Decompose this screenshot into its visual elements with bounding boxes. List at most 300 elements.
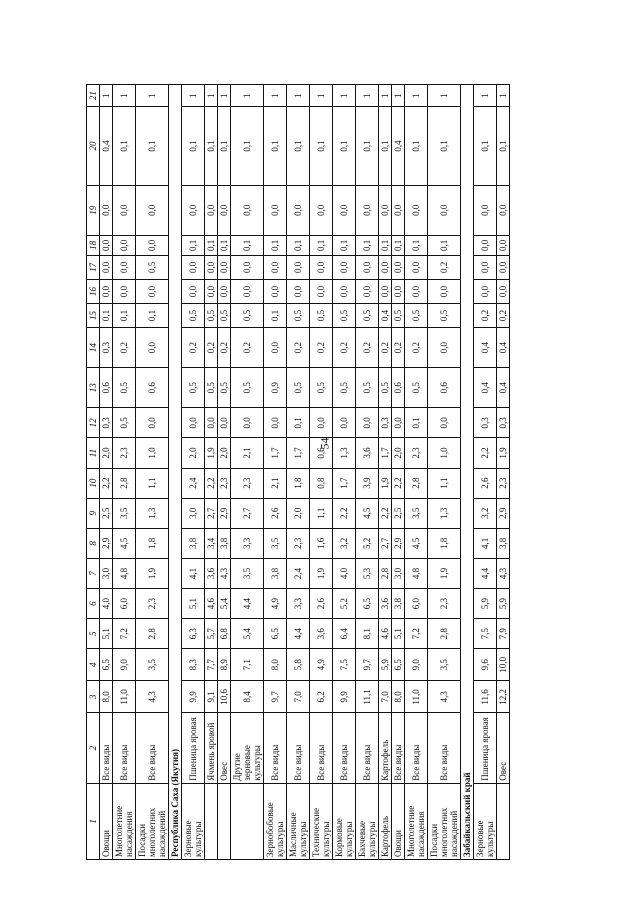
value-cell: 1,9 (310, 558, 333, 588)
value-cell: 1 (205, 85, 218, 107)
value-cell: 3,8 (218, 528, 231, 558)
crop-group-cell (231, 783, 264, 859)
crop-group-cell: Многолетние насаждения (405, 783, 428, 859)
value-cell: 0,1 (310, 235, 333, 255)
value-cell: 0,2 (428, 255, 461, 279)
value-cell: 5,8 (287, 649, 310, 681)
value-cell: 9,0 (405, 649, 428, 681)
value-cell: 2,3 (287, 528, 310, 558)
value-cell: 1,7 (264, 438, 287, 468)
value-cell: 0,0 (136, 408, 169, 438)
value-cell: 0,0 (182, 279, 205, 303)
value-cell: 0,5 (182, 304, 205, 328)
value-cell: 10,0 (497, 649, 510, 681)
value-cell: 0,0 (497, 255, 510, 279)
value-cell: 1,1 (428, 468, 461, 498)
value-cell: 1,9 (497, 438, 510, 468)
value-cell: 2,0 (182, 438, 205, 468)
value-cell: 0,1 (287, 107, 310, 185)
value-cell: 0,4 (392, 107, 405, 185)
value-cell: 1 (113, 85, 136, 107)
value-cell: 2,9 (497, 498, 510, 528)
value-cell: 0,0 (310, 279, 333, 303)
value-cell: 0,2 (205, 328, 218, 368)
crop-type-cell: Все виды (310, 713, 333, 783)
value-cell: 4,4 (474, 558, 497, 588)
column-header-17: 17 (87, 255, 100, 279)
table-row (205, 85, 218, 860)
value-cell: 0,5 (379, 368, 392, 408)
value-cell: 7,5 (333, 649, 356, 681)
value-cell: 4,5 (356, 498, 379, 528)
value-cell: 4,1 (474, 528, 497, 558)
value-cell: 2,3 (405, 438, 428, 468)
value-cell: 2,8 (405, 468, 428, 498)
value-cell: 0,5 (310, 304, 333, 328)
value-cell: 5,7 (205, 619, 218, 649)
value-cell: 0,5 (333, 304, 356, 328)
value-cell: 0,0 (287, 255, 310, 279)
crop-type-cell: Другие зерновые культуры (231, 713, 264, 783)
crop-group-cell: Кормовые культуры (333, 783, 356, 859)
column-header-3: 3 (87, 681, 100, 713)
region-row (461, 85, 474, 860)
value-cell: 0,1 (356, 235, 379, 255)
value-cell: 5,9 (497, 589, 510, 619)
crop-group-cell (497, 783, 510, 859)
value-cell: 0,9 (264, 368, 287, 408)
value-cell: 1,1 (136, 468, 169, 498)
value-cell: 1 (182, 85, 205, 107)
value-cell: 0,2 (218, 328, 231, 368)
value-cell: 2,2 (392, 468, 405, 498)
column-header-13: 13 (87, 368, 100, 408)
table-row (405, 85, 428, 860)
crop-group-cell: Зерновые культуры (474, 783, 497, 859)
value-cell: 0,4 (497, 368, 510, 408)
value-cell: 2,3 (136, 589, 169, 619)
value-cell: 4,0 (100, 589, 113, 619)
table-row (428, 85, 461, 860)
value-cell: 1,0 (428, 438, 461, 468)
column-header-7: 7 (87, 558, 100, 588)
value-cell: 0,1 (310, 107, 333, 185)
value-cell: 3,4 (205, 528, 218, 558)
value-cell: 0,0 (310, 255, 333, 279)
value-cell: 0,0 (264, 408, 287, 438)
region-title: Республика Саха (Якутия) (169, 85, 182, 860)
crop-type-cell: Все виды (287, 713, 310, 783)
value-cell: 4,6 (205, 589, 218, 619)
value-cell: 0,0 (392, 185, 405, 235)
value-cell: 3,0 (100, 558, 113, 588)
value-cell: 1 (392, 85, 405, 107)
value-cell: 0,5 (218, 304, 231, 328)
value-cell: 0,6 (310, 438, 333, 468)
value-cell: 0,0 (231, 255, 264, 279)
column-header-10: 10 (87, 468, 100, 498)
value-cell: 0,1 (428, 235, 461, 255)
column-header-12: 12 (87, 408, 100, 438)
value-cell: 0,1 (205, 235, 218, 255)
value-cell: 0,5 (205, 368, 218, 408)
value-cell: 0,0 (310, 185, 333, 235)
value-cell: 0,0 (205, 408, 218, 438)
value-cell: 0,1 (356, 107, 379, 185)
value-cell: 3,5 (136, 649, 169, 681)
column-header-8: 8 (87, 528, 100, 558)
value-cell: 3,5 (428, 649, 461, 681)
value-cell: 0,0 (136, 185, 169, 235)
value-cell: 0,2 (474, 304, 497, 328)
value-cell: 0,0 (474, 185, 497, 235)
value-cell: 0,5 (113, 368, 136, 408)
value-cell: 2,6 (264, 498, 287, 528)
value-cell: 1 (218, 85, 231, 107)
crop-group-cell: Технические культуры (310, 783, 333, 859)
value-cell: 2,3 (497, 468, 510, 498)
value-cell: 0,0 (356, 408, 379, 438)
value-cell: 9,1 (205, 681, 218, 713)
value-cell: 2,6 (474, 468, 497, 498)
value-cell: 6,4 (333, 619, 356, 649)
value-cell: 0,0 (136, 328, 169, 368)
value-cell: 0,0 (497, 235, 510, 255)
value-cell: 1,7 (333, 468, 356, 498)
value-cell: 0,1 (379, 107, 392, 185)
column-header-1: 1 (87, 783, 100, 859)
value-cell: 0,5 (113, 408, 136, 438)
value-cell: 4,3 (497, 558, 510, 588)
value-cell: 3,8 (497, 528, 510, 558)
value-cell: 2,7 (379, 528, 392, 558)
table-row (379, 85, 392, 860)
value-cell: 0,4 (100, 107, 113, 185)
value-cell: 0,5 (405, 304, 428, 328)
value-cell: 0,0 (113, 185, 136, 235)
value-cell: 0,0 (205, 185, 218, 235)
value-cell: 0,0 (392, 279, 405, 303)
value-cell: 1 (428, 85, 461, 107)
table-row (231, 85, 264, 860)
value-cell: 0,0 (356, 185, 379, 235)
value-cell: 8,3 (182, 649, 205, 681)
value-cell: 0,5 (310, 368, 333, 408)
value-cell: 0,2 (497, 304, 510, 328)
value-cell: 0,6 (428, 368, 461, 408)
value-cell: 0,5 (231, 304, 264, 328)
value-cell: 0,0 (392, 255, 405, 279)
value-cell: 7,5 (474, 619, 497, 649)
crop-type-cell: Все виды (405, 713, 428, 783)
value-cell: 3,5 (405, 498, 428, 528)
value-cell: 0,0 (100, 235, 113, 255)
table-row (287, 85, 310, 860)
crop-type-cell: Все виды (264, 713, 287, 783)
value-cell: 0,5 (405, 368, 428, 408)
value-cell: 0,0 (497, 279, 510, 303)
value-cell: 5,4 (218, 589, 231, 619)
rotated-table-container (86, 84, 546, 860)
column-header-9: 9 (87, 498, 100, 528)
value-cell: 0,1 (333, 107, 356, 185)
value-cell: 2,8 (136, 619, 169, 649)
value-cell: 9,7 (356, 649, 379, 681)
value-cell: 4,9 (264, 589, 287, 619)
value-cell: 0,0 (356, 255, 379, 279)
value-cell: 0,5 (356, 368, 379, 408)
value-cell: 5,9 (474, 589, 497, 619)
value-cell: 0,1 (231, 235, 264, 255)
value-cell: 1,7 (379, 438, 392, 468)
value-cell: 1,9 (136, 558, 169, 588)
table-row (333, 85, 356, 860)
value-cell: 2,2 (333, 498, 356, 528)
value-cell: 1,3 (333, 438, 356, 468)
value-cell: 5,3 (356, 558, 379, 588)
value-cell: 0,0 (113, 235, 136, 255)
value-cell: 11,0 (405, 681, 428, 713)
value-cell: 1,6 (310, 528, 333, 558)
table-row (474, 85, 497, 860)
value-cell: 9,0 (113, 649, 136, 681)
value-cell: 0,5 (231, 368, 264, 408)
crop-type-cell: Овес (218, 713, 231, 783)
value-cell: 0,1 (113, 304, 136, 328)
value-cell: 7,2 (113, 619, 136, 649)
column-header-18: 18 (87, 235, 100, 255)
value-cell: 0,1 (264, 304, 287, 328)
table-row (100, 85, 113, 860)
column-header-20: 20 (87, 107, 100, 185)
value-cell: 2,0 (218, 438, 231, 468)
value-cell: 0,0 (182, 185, 205, 235)
value-cell: 2,8 (428, 619, 461, 649)
value-cell: 0,0 (474, 235, 497, 255)
table-row (356, 85, 379, 860)
value-cell: 0,0 (264, 255, 287, 279)
value-cell: 11,1 (356, 681, 379, 713)
crop-type-cell: Пшеница яровая (474, 713, 497, 783)
crop-group-cell: Бахчевые культуры (356, 783, 379, 859)
value-cell: 0,1 (136, 107, 169, 185)
crop-type-cell: Все виды (356, 713, 379, 783)
value-cell: 3,0 (182, 498, 205, 528)
column-header-6: 6 (87, 589, 100, 619)
value-cell: 0,1 (182, 107, 205, 185)
crop-group-cell: Многолетние насаждения (113, 783, 136, 859)
crop-type-cell: Овес (497, 713, 510, 783)
value-cell: 1,9 (379, 468, 392, 498)
value-cell: 0,0 (379, 185, 392, 235)
table-row (264, 85, 287, 860)
column-header-15: 15 (87, 304, 100, 328)
column-header-16: 16 (87, 279, 100, 303)
value-cell: 0,0 (405, 255, 428, 279)
crop-group-cell: Масличные культуры (287, 783, 310, 859)
value-cell: 0,1 (405, 235, 428, 255)
value-cell: 1 (379, 85, 392, 107)
value-cell: 4,9 (310, 649, 333, 681)
value-cell: 3,5 (264, 528, 287, 558)
value-cell: 0,1 (231, 107, 264, 185)
value-cell: 7,0 (287, 681, 310, 713)
value-cell: 0,0 (474, 279, 497, 303)
value-cell: 3,8 (392, 589, 405, 619)
value-cell: 4,8 (405, 558, 428, 588)
value-cell: 7,1 (231, 649, 264, 681)
value-cell: 6,5 (100, 649, 113, 681)
table-row (136, 85, 169, 860)
value-cell: 0,0 (113, 255, 136, 279)
value-cell: 1 (231, 85, 264, 107)
value-cell: 3,0 (392, 558, 405, 588)
value-cell: 0,0 (205, 255, 218, 279)
value-cell: 1,7 (287, 438, 310, 468)
value-cell: 3,3 (231, 528, 264, 558)
value-cell: 1,8 (428, 528, 461, 558)
crop-group-cell (218, 783, 231, 859)
value-cell: 1 (100, 85, 113, 107)
value-cell: 1,9 (205, 438, 218, 468)
table-row (182, 85, 205, 860)
value-cell: 0,0 (218, 408, 231, 438)
crop-group-cell (205, 783, 218, 859)
value-cell: 0,1 (405, 408, 428, 438)
value-cell: 8,0 (264, 649, 287, 681)
value-cell: 0,0 (136, 279, 169, 303)
value-cell: 4,6 (379, 619, 392, 649)
value-cell: 2,1 (231, 438, 264, 468)
crop-group-cell: Посадки многолетних насаждений (136, 783, 169, 859)
value-cell: 0,0 (333, 279, 356, 303)
value-cell: 11,0 (113, 681, 136, 713)
value-cell: 4,5 (405, 528, 428, 558)
value-cell: 5,2 (333, 589, 356, 619)
value-cell: 4,3 (428, 681, 461, 713)
value-cell: 2,2 (379, 498, 392, 528)
value-cell: 3,8 (182, 528, 205, 558)
value-cell: 3,2 (474, 498, 497, 528)
value-cell: 12,2 (497, 681, 510, 713)
value-cell: 0,0 (100, 279, 113, 303)
value-cell: 5,1 (392, 619, 405, 649)
value-cell: 0,1 (392, 235, 405, 255)
column-header-row (87, 85, 100, 860)
value-cell: 0,0 (136, 235, 169, 255)
value-cell: 3,2 (333, 528, 356, 558)
region-row (169, 85, 182, 860)
value-cell: 0,2 (287, 328, 310, 368)
crop-group-cell: Овощи (392, 783, 405, 859)
value-cell: 4,5 (113, 528, 136, 558)
value-cell: 8,9 (218, 649, 231, 681)
value-cell: 0,0 (287, 279, 310, 303)
value-cell: 0,0 (231, 185, 264, 235)
value-cell: 0,1 (113, 107, 136, 185)
value-cell: 11,6 (474, 681, 497, 713)
value-cell: 0,5 (287, 304, 310, 328)
value-cell: 0,0 (379, 279, 392, 303)
value-cell: 6,0 (113, 589, 136, 619)
value-cell: 0,6 (100, 368, 113, 408)
value-cell: 0,3 (100, 408, 113, 438)
value-cell: 9,6 (474, 649, 497, 681)
value-cell: 1,1 (310, 498, 333, 528)
value-cell: 3,9 (356, 468, 379, 498)
value-cell: 2,8 (113, 468, 136, 498)
value-cell: 0,4 (379, 304, 392, 328)
value-cell: 2,9 (392, 528, 405, 558)
value-cell: 0,2 (392, 328, 405, 368)
value-cell: 2,2 (100, 468, 113, 498)
value-cell: 6,0 (405, 589, 428, 619)
value-cell: 0,0 (182, 255, 205, 279)
value-cell: 0,0 (264, 185, 287, 235)
value-cell: 0,5 (218, 368, 231, 408)
value-cell: 0,3 (497, 408, 510, 438)
value-cell: 0,1 (428, 107, 461, 185)
value-cell: 0,1 (474, 107, 497, 185)
value-cell: 0,1 (205, 107, 218, 185)
value-cell: 5,1 (100, 619, 113, 649)
table-row (392, 85, 405, 860)
value-cell: 2,4 (182, 468, 205, 498)
crop-type-cell: Все виды (100, 713, 113, 783)
crop-type-cell: Все виды (392, 713, 405, 783)
crop-type-cell: Все виды (136, 713, 169, 783)
value-cell: 0,5 (182, 368, 205, 408)
value-cell: 0,5 (428, 304, 461, 328)
column-header-11: 11 (87, 438, 100, 468)
value-cell: 6,5 (356, 589, 379, 619)
value-cell: 2,3 (218, 468, 231, 498)
value-cell: 4,1 (182, 558, 205, 588)
value-cell: 0,0 (428, 408, 461, 438)
crop-type-cell: Все виды (333, 713, 356, 783)
value-cell: 0,0 (310, 408, 333, 438)
value-cell: 0,3 (474, 408, 497, 438)
value-cell: 2,4 (287, 558, 310, 588)
value-cell: 5,1 (182, 589, 205, 619)
value-cell: 3,6 (205, 558, 218, 588)
value-cell: 0,1 (182, 235, 205, 255)
value-cell: 0,2 (113, 328, 136, 368)
value-cell: 2,3 (113, 438, 136, 468)
value-cell: 6,8 (218, 619, 231, 649)
value-cell: 0,5 (356, 304, 379, 328)
value-cell: 1 (497, 85, 510, 107)
value-cell: 1,3 (428, 498, 461, 528)
crop-type-cell: Ячмень яровой (205, 713, 218, 783)
value-cell: 5,4 (231, 619, 264, 649)
value-cell: 1,9 (428, 558, 461, 588)
value-cell: 3,5 (231, 558, 264, 588)
value-cell: 10,6 (218, 681, 231, 713)
value-cell: 7,0 (379, 681, 392, 713)
column-header-19: 19 (87, 185, 100, 235)
value-cell: 0,0 (405, 279, 428, 303)
crop-group-cell: Картофель (379, 783, 392, 859)
value-cell: 6,5 (264, 619, 287, 649)
region-title: Забайкальский край (461, 85, 474, 860)
value-cell: 0,8 (310, 468, 333, 498)
value-cell: 2,0 (287, 498, 310, 528)
value-cell: 1 (474, 85, 497, 107)
value-cell: 0,1 (100, 304, 113, 328)
value-cell: 3,6 (356, 438, 379, 468)
crop-type-cell: Все виды (113, 713, 136, 783)
